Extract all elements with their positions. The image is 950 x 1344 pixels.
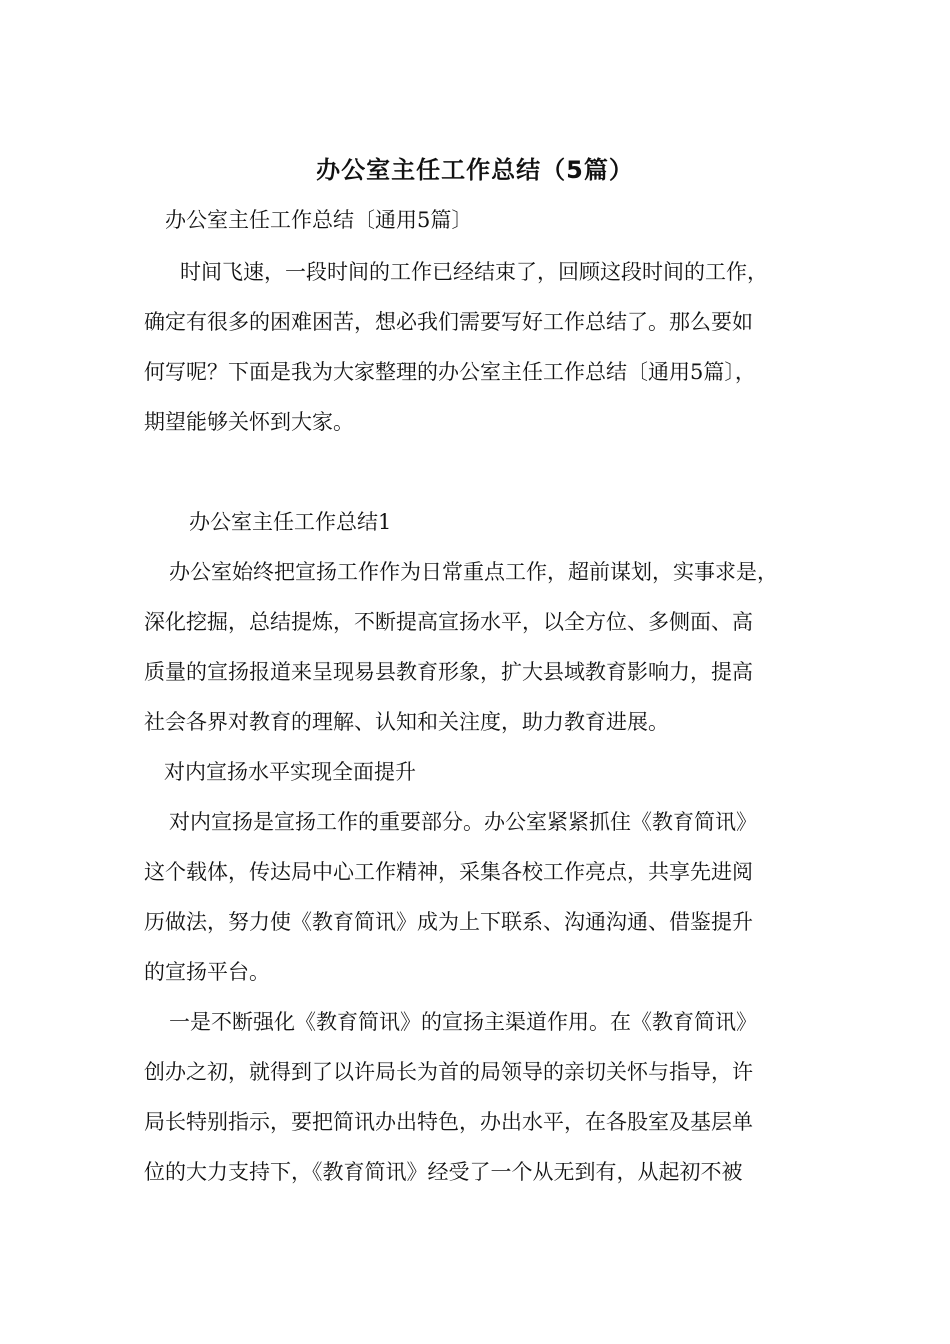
paragraph-line: 深化挖掘，总结提炼，不断提高宣扬水平，以全方位、多侧面、高 xyxy=(144,610,753,634)
paragraph-line: 历做法，努力使《教育简讯》成为上下联系、沟通沟通、借鉴提升 xyxy=(144,910,753,934)
paragraph-line: 社会各界对教育的理解、认知和关注度，助力教育进展。 xyxy=(144,710,669,734)
subheading: 对内宣扬水平实现全面提升 xyxy=(164,760,416,784)
intro-line: 期望能够关怀到大家。 xyxy=(144,410,354,434)
section-heading: 办公室主任工作总结1 xyxy=(189,510,392,534)
paragraph-line: 这个载体，传达局中心工作精神，采集各校工作亮点，共享先进阅 xyxy=(144,860,753,884)
paragraph-line: 位的大力支持下，《教育简讯》经受了一个从无到有，从起初不被 xyxy=(144,1160,743,1184)
paragraph-line: 的宣扬平台。 xyxy=(144,960,270,984)
intro-line: 确定有很多的困难困苦，想必我们需要写好工作总结了。那么要如 xyxy=(144,310,753,334)
paragraph-line: 质量的宣扬报道来呈现易县教育形象，扩大县域教育影响力，提高 xyxy=(144,660,753,684)
paragraph-line: 创办之初，就得到了以许局长为首的局领导的亲切关怀与指导，许 xyxy=(144,1060,753,1084)
document-subtitle: 办公室主任工作总结〔通用5篇〕 xyxy=(165,208,473,232)
paragraph-line: 办公室始终把宣扬工作作为日常重点工作，超前谋划，实事求是， xyxy=(169,560,778,584)
paragraph-line: 局长特别指示，要把简讯办出特色，办出水平，在各股室及基层单 xyxy=(144,1110,753,1134)
intro-line: 何写呢？下面是我为大家整理的办公室主任工作总结〔通用5篇〕， xyxy=(144,360,756,384)
paragraph-line: 一是不断强化《教育简讯》的宣扬主渠道作用。在《教育简讯》 xyxy=(169,1010,757,1034)
intro-line: 时间飞速，一段时间的工作已经结束了，回顾这段时间的工作， xyxy=(180,260,768,284)
paragraph-line: 对内宣扬是宣扬工作的重要部分。办公室紧紧抓住《教育简讯》 xyxy=(169,810,757,834)
document-title: 办公室主任工作总结（5篇） xyxy=(316,156,634,184)
